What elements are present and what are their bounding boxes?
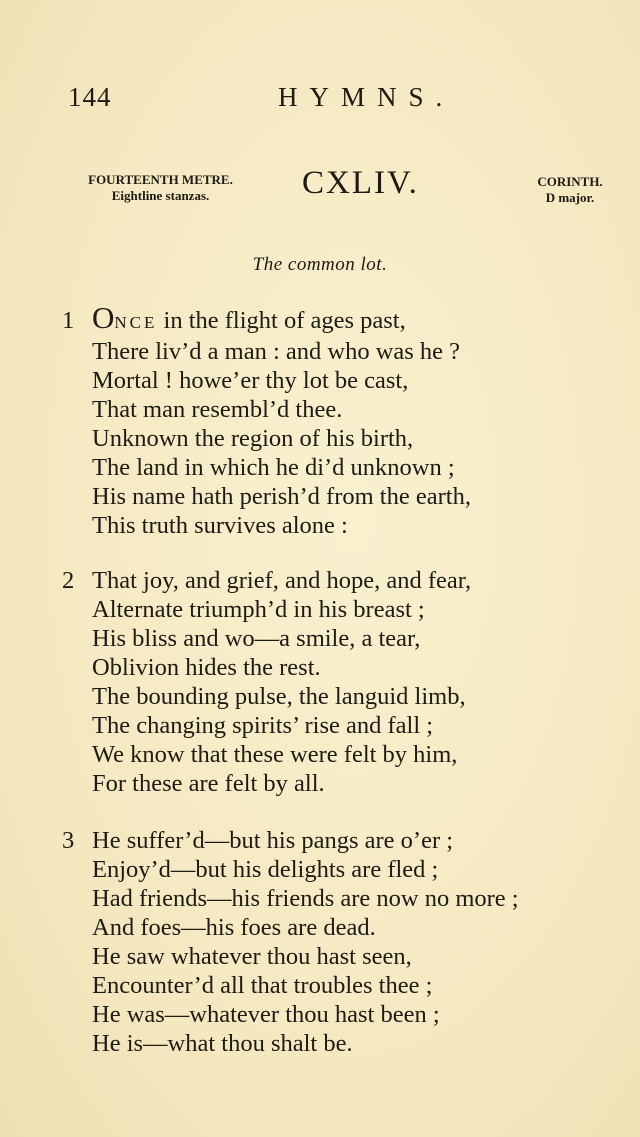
line-text: He suffer’d—but his pangs are o’er ; [92,827,454,854]
stanza-number: 2 [62,567,75,594]
line-text: His bliss and wo—a smile, a tear, [92,625,421,652]
running-head [68,82,568,122]
stanza-line [62,913,622,942]
line-text: The bounding pulse, the languid limb, [92,683,466,710]
stanza-line [62,482,622,511]
stanza-1 [62,300,622,540]
tune-name: CORINTH. [537,174,603,189]
line-text: His name hath perish’d from the earth, [92,483,471,510]
line-text: Had friends—his friends are now no more ; [92,885,519,912]
tune-label [525,174,615,206]
initial-capital: O [92,300,115,335]
stanza-line [62,595,622,624]
stanza-line [62,826,622,855]
stanza-line [62,453,622,482]
line-text: And foes—his foes are dead. [92,914,376,941]
tune-key: D major. [545,190,595,205]
metre-label [68,172,253,204]
metre-name: FOURTEENTH METRE. [88,172,233,187]
line-text: He saw whatever thou hast seen, [92,943,412,970]
stanza-line [62,740,622,769]
stanza-line [62,942,622,971]
small-caps-text: NCE [114,313,158,332]
stanza-line [62,1029,622,1058]
stanza-3 [62,826,622,1058]
stanza-line [62,682,622,711]
stanza-line [62,884,622,913]
stanza-line [62,511,622,540]
line-text: Mortal ! howe’er thy lot be cast, [92,367,409,394]
metre-stanza-form: Eightline stanzas. [111,188,210,203]
stanza-line [62,624,622,653]
line-text: The land in which he di’d unknown ; [92,454,455,481]
line-text: That joy, and grief, and hope, and fear, [92,567,472,594]
line-text: The changing spirits’ rise and fall ; [92,712,434,739]
stanza-line [62,653,622,682]
line-text: This truth survives alone : [92,512,348,539]
line-text: Oblivion hides the rest. [92,654,321,681]
line-text: Encounter’d all that troubles thee ; [92,972,433,999]
stanza-number: 1 [62,307,75,334]
stanza-line [62,711,622,740]
stanza-line [62,566,622,595]
stanza-line [62,424,622,453]
stanza-number: 3 [62,827,75,854]
line-text: Unknown the region of his birth, [92,425,414,452]
hymn-number: CXLIV. [302,165,419,201]
line-text: Alternate triumph’d in his breast ; [92,596,425,623]
line-text: He was—whatever thou hast been ; [92,1001,440,1028]
hymn-subtitle: The common lot. [252,254,388,275]
stanza-line [62,337,622,366]
line-text: in the flight of ages past, [157,307,406,334]
line-text: We know that these were felt by him, [92,741,458,768]
running-title: HYMNS. [278,82,455,112]
stanza-2 [62,566,622,798]
stanza-line [62,971,622,1000]
line-text: That man resembl’d thee. [92,396,343,423]
stanza-line [62,769,622,798]
page-number: 144 [68,82,112,112]
stanza-line [62,855,622,884]
line-text: He is—what thou shalt be. [92,1030,353,1057]
stanza-line [62,366,622,395]
stanza-line [62,1000,622,1029]
line-text: Enjoy’d—but his delights are fled ; [92,856,439,883]
line-text: For these are felt by all. [92,770,325,797]
stanza-line [62,300,622,337]
stanza-line [62,395,622,424]
line-text: There liv’d a man : and who was he ? [92,338,461,365]
